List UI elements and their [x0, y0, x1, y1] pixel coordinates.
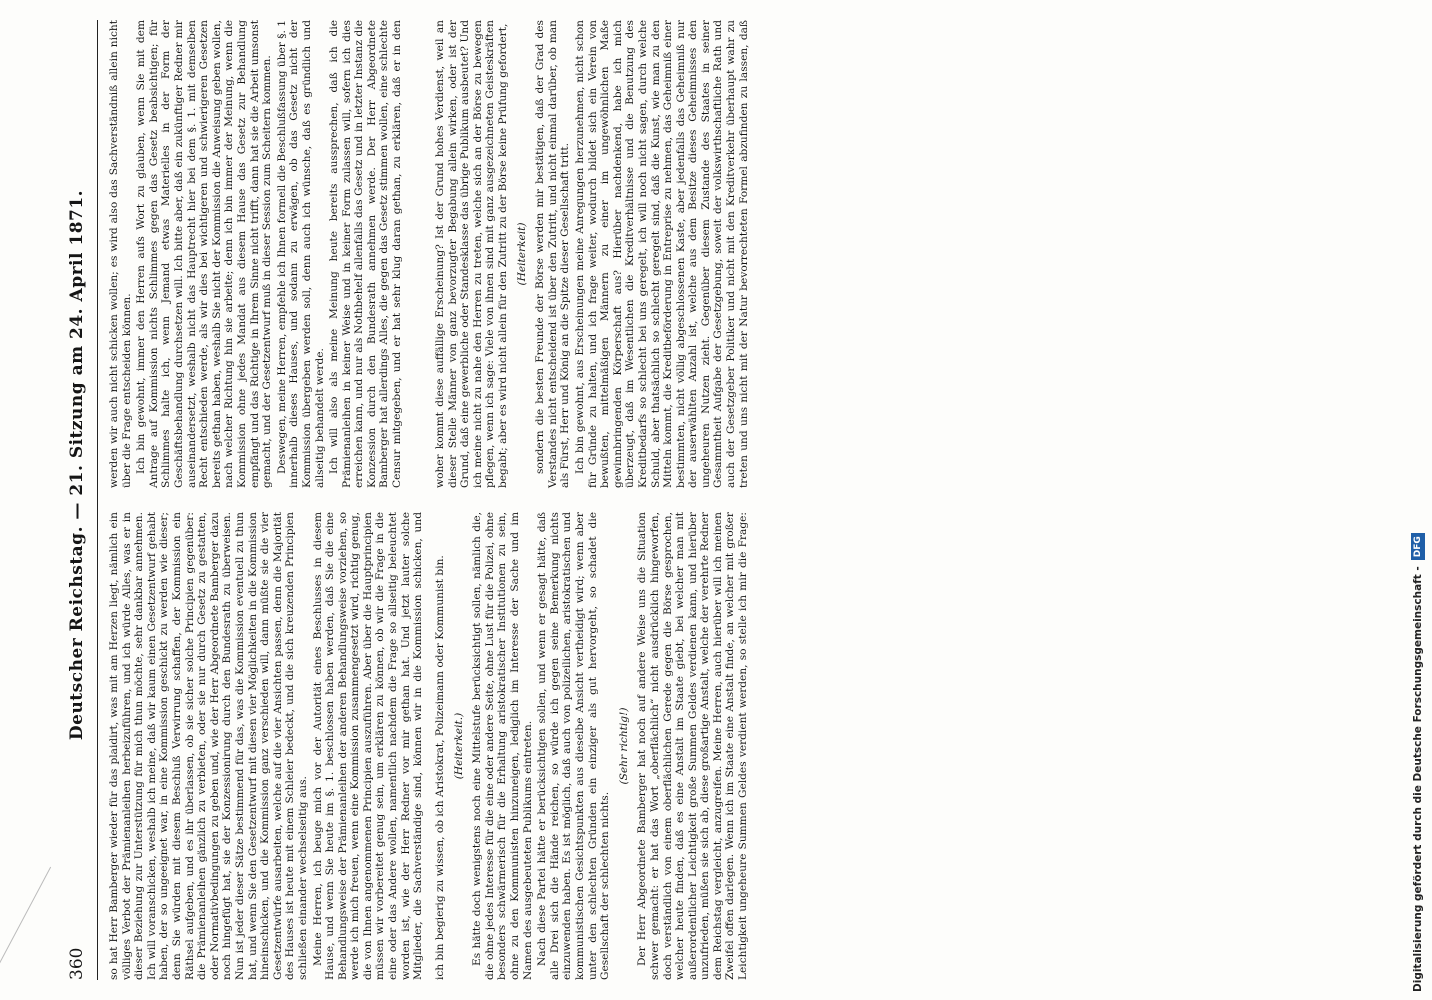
paragraph: Ich will also als meine Meinung heute bereits aussprechen, daß ich die Prämienanleihen in keiner Weise und in keiner Form zulassen will, sofern ich dies erreichen kann, und nur als Nothbehelf allenfalls das Gesetz und in letzter Instanz die Konzession durch den Bundesrath annehmen werde. Der Herr Abgeordnete Bamberger hat allerdings Alles, die gegen das Gesetz stimmen wollen, eine schlechte Censur mitgegeben, und er hat sehr klug daran gethan, zu erklären, daß er in den — [328, 20, 404, 488]
credit-text: Digitalisierung gefördert durch die Deutsche Forschungsgemeinschaft - — [1412, 566, 1424, 992]
paragraph: Ich bin gewohnt, aus Erscheinungen meine Anregungen herzunehmen, nicht schon für Gründe zu halten, und ich frage weiter, wodurch bildet sich ein Verein von bewußten, mittelmäßigen Männern zu einer im ungewöhnlichen Maße gewinnbringenden Körperschaft aus? Hierüber nachdenkend, habe ich mich überzeugt, daß im Wesentlichen die Kreditverhältnisse und die Benutzung des Kreditbedarfs so schlecht bei uns geregelt, ich will noch nicht sagen, durch welche Schuld, aber thatsächlich so schlecht geregelt sind, daß die Kunst, wie man zu den Mitteln kommt, die Kreditbeförderung in Entreprise zu nehmen, das Geheimniß einer bestimmten, nicht völlig abgeschlossenen Kaste, aber jedenfalls das Geheimniß nur der auserwählten Anzahl ist, welche aus dem Besitze dieses Geheimnisses den ungeheuren Nutzen zieht. Gegenüber diesem Zustande des Staates in seiner Gesammtheit Aufgabe der Gesetzgebung, soweit der volkswirthschaftliche Rath und auch der Gesetzgeber Politiker und nicht mit den Kreditverkehr überhaupt wahr zu treten und uns nicht mit der Natur bevorrechteten Formel abzufinden zu lassen, daß — [573, 20, 750, 488]
interjection: (Sehr richtig!) — [617, 707, 630, 785]
running-head: Deutscher Reichstag. — 21. Sitzung am 24. April 1871. — [67, 189, 87, 741]
digitization-credit — [1410, 8, 1426, 992]
text-column-1 — [108, 20, 426, 980]
paragraph: ich bin begierig zu wissen, ob ich Aristokrat, Polizeimann oder Kommunist bin. — [434, 555, 446, 980]
scan-artifact-line — [0, 867, 51, 973]
paragraph: Deswegen, meine Herren, empfehle ich Ihnen formell die Beschlußfassung über §. 1 innerhalb dieses Hauses, und sodann zu erwägen, ob das Gesetz nicht der Kommission übergeben werden soll, denn auch ich wünsche, daß es gründlich und allseitig behandelt werde. — [275, 20, 326, 488]
paragraph: Der Herr Abgeordnete Bamberger hat noch auf andere Weise uns die Situation schwer gemacht: er hat das Wort „oberflächlich“ nicht ausdrücklich hingeworfen, doch verständlich von einem oberflächlichen Gerede gegen die Börse gesprochen, welcher heute finden, daß es eine Anstalt im Staate giebt, bei welcher man mit außerordentlicher Leichtigkeit große Summen Geldes verdienen kann, und hierüber unzufrieden, müßen sie sich ab, diese großartige Anstalt, welche der verehrte Redner dem Reichstag vergleicht, anzugreifen. Meine Herren, auch hierüber will ich meinen Zweifel offen darlegen. Wenn ich im Staate eine Anstalt finde, an welcher mit großer Leichtigkeit ungeheure Summen Geldes verdient werden, so stelle ich mir die Frage: woher kommt diese auffällige Erscheinung? Ist der Grund hohes Verdienst, weil an dieser Stelle Männer von ganz bevorzugter Begabung allein wirken, oder ist der Grund, daß eine gewerbliche oder Standesklasse das übrige Publikum ausbeutet? Und ich meine nicht zu nahe den Herren zu treten, welche sich an der Börse zu bewegen pflegen, wenn ich sage: Viele von ihnen sind mit ganz ausgezeichneten Geisteskräften begabt; aber es wird nicht allein für den Zutritt zu der Börse keine Prüfung gefordert, — [434, 20, 750, 980]
rotated-page-content — [55, 0, 1415, 1000]
paragraph: Ich bin gewohnt, immer den Herren aufs Wort zu glauben, wenn Sie mit dem Antrage auf Kommission nichts Schlimmes gegen das Gesetz beabsichtigen; für Schlimmes halte ich, wenn Jemand etwas Materielles in der Form der Geschäftsbehandlung durchsetzen will. Ich bitte aber, daß ein zukünftiger Redner mir auseinandersetzt, weshalb nicht das Hauptrecht hier bei dem §. 1. mit demselben Recht entschieden werde, als wir dies bei wichtigeren und schwierigeren Gesetzen bereits gethan haben, weshalb Sie nicht der Kommission die Anweisung geben wollen, nach welcher Richtung hin sie arbeite; denn ich bin immer der Meinung, wenn die Kommission ohne jedes Mandat aus diesem Hause das Gesetz zur Behandlung empfängt und das Richtige in Ihrem Sinne nicht trifft, dann hat sie die Arbeit umsonst gemacht, und der Gesetzentwurf muß in dieser Session zum Scheitern kommen. — [135, 20, 274, 488]
credit-line — [1410, 8, 1426, 992]
text-columns — [108, 20, 760, 980]
text-column-2 — [434, 20, 752, 980]
paragraph: Nach diese Partei hätte er berücksichtigen sollen, und wenn er gesagt hätte, daß alle Drei sich die Hände reichen, so würde ich gegen seine Bemerkung nichts einzuwenden haben. Es ist möglich, daß auch von polizeilichen, aristokratischen und kommunistischen Gesichtspunkten aus dieselbe Ansicht vertheidigt wird; wenn aber unter den schlechten Gründen ein einziger als gut hervorgeht, so schadet die Gesellschaft der schlechten nichts. — [536, 512, 612, 980]
paragraph: sondern die besten Freunde der Börse werden mir bestätigen, daß der Grad des Verstandes nicht entscheidend ist über den Zutritt, und nicht einmal darüber, ob man als Fürst, Herr und König an die Spitze dieser Gesellschaft tritt. — [534, 20, 572, 488]
paragraph: Meine Herren, ich beuge mich vor der Autorität eines Beschlusses in diesem Hause, und wenn Sie heute im §. 1. beschlossen haben werden, daß Sie die eine Behandlungsweise der Prämienanleihen der anderen Behandlungsweise vorziehen, so werde ich mich freuen, wenn eine Kommission zusammengesetzt wird, richtig genug, die von Ihnen angenommenen Principien auszuführen. Aber über die Hauptprincipien müssen wir vorbereitet genug sein, um erklären zu können, ob wir die Frage in die eine oder das Andere wollen, namentlich nachdem die Frage so allseitig beleuchtet worden ist, wie der Herr Redner vor mir gethan hat. Und jetzt lauter solche Mitglieder, die Sachverständige sind, können wir in die Kommission schicken, und werden wir auch nicht schicken wollen; es wird also das Sachverständniß allein nicht über die Frage entscheiden können. — [108, 20, 425, 980]
page-number: 360 — [67, 947, 87, 980]
dfg-logo-icon: DFG — [1411, 533, 1425, 560]
interjection: (Heiterkeit) — [515, 222, 528, 286]
paragraph: Es hätte doch wenigstens noch eine Mittelstufe berücksichtigt sollen, nämlich die, die ohne jedes Interesse für die eine oder andere Seite, ohne Lust für die Polizei, ohne besonders schwärmerisch für die Erhaltung aristokratischer Institutionen zu sein, ohne zu den Kommunisten hinzuneigen, lediglich im Interesse der Sache und im Namen des ausgebeuteten Publikums eintreten. — [471, 512, 534, 980]
interjection: (Heiterkeit.) — [452, 712, 465, 780]
page-header — [67, 20, 98, 980]
paragraph: so hat Herr Bamberger wieder für das plaidirt, was mit am Herzen liegt, nämlich ein völliges Verbot der Prämienanleihen herbeizuführen, und ich würde Alles, was er in dieser Beziehung zur Unterstützung für mich thun möchte, sehr dankbar annehmen. Ich will voranschicken, weshalb ich meine, daß wir kaum einen Gesetzentwurf gehabt haben, der so ungeeignet war, in eine Kommission geschickt zu werden wie dieser; denn Sie würden mit diesem Beschluß Verwirrung schaffen, der Kommission ein Räthsel aufgeben, und es ihr überlassen, ob sie sicher solche Principien gegenüber: die Prämienanleihen gänzlich zu verbieten, oder sie nur durch Gesetz zu gestatten, oder Normativbedingungen zu geben und, wie der Herr Abgeordnete Bamberger dazu noch hingefügt hat, sie der Konzessionirung durch den Bundesrath zu überweisen. Nun ist jeder dieser Sätze bestimmend für das, was die Kommission eventuell zu thun hat, und wenn Sie den Gesetzentwurf mit diesen vier Möglichkeiten in die Kommission hineinschicken, und die Kommission ganz verschieden will, dann müßte sie die vier Gesetzentwürfe ausarbeiten, welche auf die vier Ansichten passen, denn die Majorität des Hauses ist heute mit einem Schleier bedeckt, und die sich kreuzenden Principien schließen einander wechselseitig aus. — [108, 512, 309, 980]
